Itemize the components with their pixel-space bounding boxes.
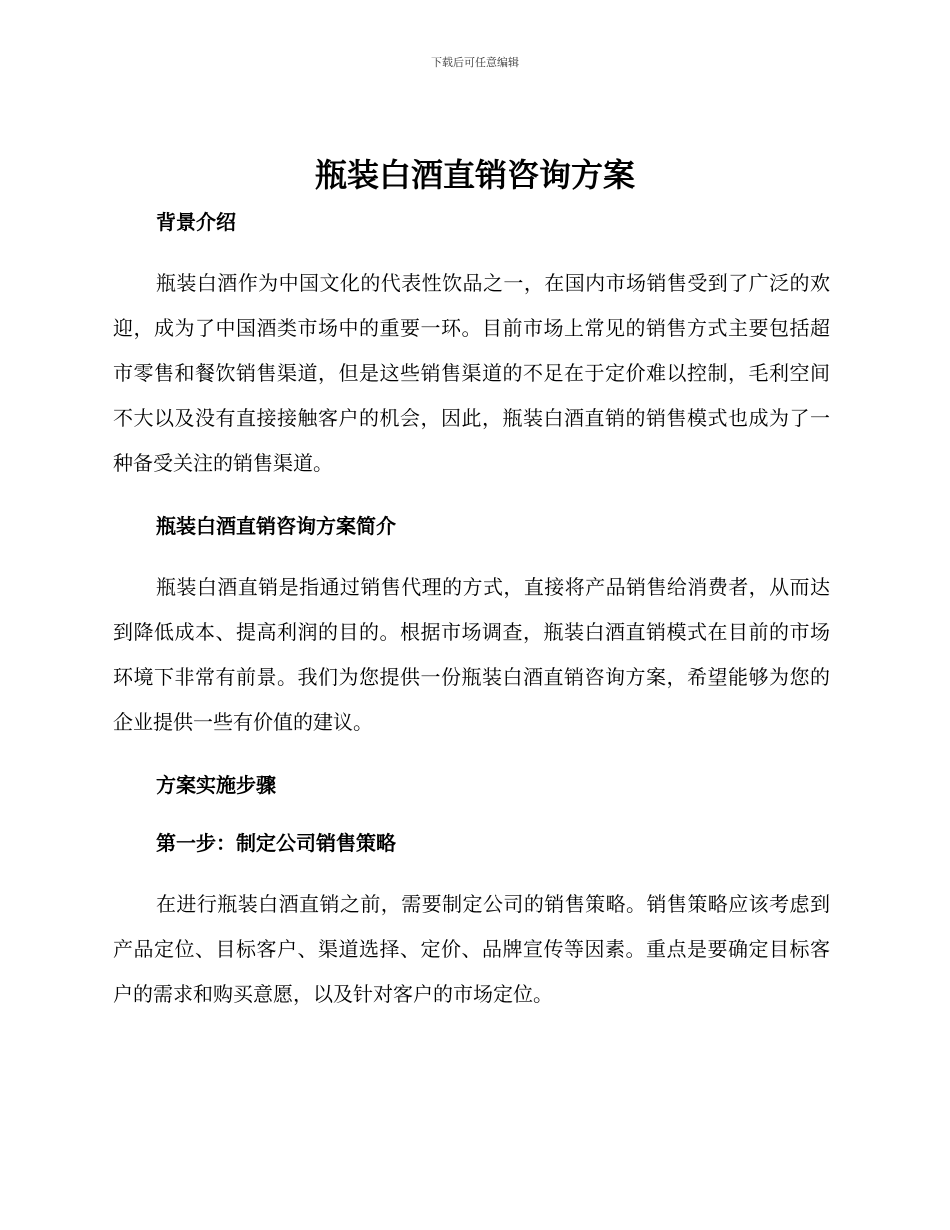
section-paragraph-background: 瓶装白酒作为中国文化的代表性饮品之一，在国内市场销售受到了广泛的欢迎，成为了中国酒类市场中的重要一环。目前市场上常见的销售方式主要包括超市零售和餐饮销售渠道，但是这些销售渠道的不足在于定价难以控制，毛利空间不大以及没有直接接触客户的机会，因此，瓶装白酒直销的销售模式也成为了一种备受关注的销售渠道。 xyxy=(113,271,830,475)
section-heading-intro: 瓶装白酒直销咨询方案简介 xyxy=(156,514,396,538)
document-body xyxy=(113,204,830,1017)
document-title: 瓶装白酒直销咨询方案 xyxy=(314,156,635,194)
section-heading-steps: 方案实施步骤 xyxy=(156,773,276,797)
section-paragraph-step-one: 在进行瓶装白酒直销之前，需要制定公司的销售策略。销售策略应该考虑到产品定位、目标客户、渠道选择、定价、品牌宣传等因素。重点是要确定目标客户的需求和购买意愿，以及针对客户的市场定位。 xyxy=(113,892,830,1006)
section-paragraph-intro: 瓶装白酒直销是指通过销售代理的方式，直接将产品销售给消费者，从而达到降低成本、提高利润的目的。根据市场调查，瓶装白酒直销模式在目前的市场环境下非常有前景。我们为您提供一份瓶装白酒直销咨询方案，希望能够为您的企业提供一些有价值的建议。 xyxy=(113,575,830,734)
section-heading-background: 背景介绍 xyxy=(156,210,236,234)
section-heading-step-one: 第一步：制定公司销售策略 xyxy=(156,831,396,855)
header-note: 下载后可任意编辑 xyxy=(431,56,519,69)
